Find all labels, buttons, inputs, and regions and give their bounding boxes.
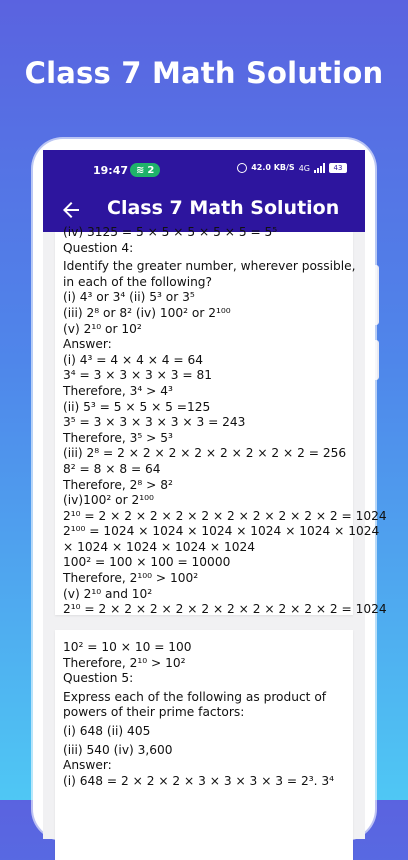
text-line: (i) 648 (ii) 405 bbox=[63, 723, 151, 738]
text-line: (v) 2¹⁰ and 10² bbox=[63, 586, 153, 601]
text-line: (i) 4³ = 4 × 4 × 4 = 64 bbox=[63, 352, 204, 367]
text-line: Therefore, 3⁵ > 5³ bbox=[63, 430, 173, 445]
text-line: 3⁴ = 3 × 3 × 3 × 3 = 81 bbox=[63, 368, 212, 383]
alarm-icon bbox=[237, 163, 247, 173]
phone-side-button bbox=[375, 265, 379, 325]
text-line: × 1024 × 1024 × 1024 × 1024 bbox=[63, 539, 256, 554]
text-line: in each of the following? bbox=[63, 274, 213, 289]
text-line: (iii) 2⁸ = 2 × 2 × 2 × 2 × 2 × 2 × 2 × 2 = 256 bbox=[63, 446, 347, 461]
status-time: 19:47 bbox=[93, 164, 129, 177]
text-line: (iv)100² or 2¹⁰⁰ bbox=[63, 493, 154, 508]
battery-icon: 43 bbox=[329, 163, 347, 173]
network-speed: 42.0 KB/S bbox=[251, 163, 295, 172]
hotspot-badge bbox=[130, 163, 160, 177]
text-line: Therefore, 3⁴ > 4³ bbox=[63, 383, 173, 398]
text-line: Identify the greater number, wherever possible, bbox=[63, 259, 356, 274]
network-type: 4G bbox=[298, 163, 310, 173]
app-title: Class 7 Math Solution bbox=[107, 197, 340, 219]
text-line: powers of their prime factors: bbox=[63, 705, 245, 720]
phone-frame bbox=[33, 139, 387, 839]
text-line: Therefore, 2¹⁰ > 10² bbox=[63, 655, 186, 670]
signal-icon bbox=[314, 163, 325, 173]
text-line: 10² = 10 × 10 = 100 bbox=[63, 640, 192, 654]
solution-card-1[interactable] bbox=[55, 225, 387, 617]
text-line: (ii) 5³ = 5 × 5 × 5 =125 bbox=[63, 399, 211, 414]
text-line: 8² = 8 × 8 = 64 bbox=[63, 461, 161, 476]
text-line: 2¹⁰ = 2 × 2 × 2 × 2 × 2 × 2 × 2 × 2 × 2 × 2 = 1024 bbox=[63, 508, 387, 523]
answer-heading: Answer: bbox=[63, 758, 112, 773]
text-line: (v) 2¹⁰ or 10² bbox=[63, 321, 142, 336]
back-arrow-icon[interactable] bbox=[59, 198, 83, 222]
promo-title: Class 7 Math Solution bbox=[24, 56, 384, 90]
hotspot-icon: ≋ bbox=[136, 164, 145, 176]
text-line: (iii) 540 (iv) 3,600 bbox=[63, 742, 173, 757]
text-line: (iv) 3125 = 5 × 5 × 5 × 5 × 5 = 5⁵ bbox=[63, 225, 278, 239]
hotspot-count: 2 bbox=[147, 164, 155, 176]
phone-screen bbox=[43, 150, 387, 839]
text-line: 100² = 100 × 100 = 10000 bbox=[63, 555, 231, 570]
answer-heading: Answer: bbox=[63, 337, 112, 352]
text-line: Therefore, 2⁸ > 8² bbox=[63, 477, 173, 492]
text-line: (i) 4³ or 3⁴ (ii) 5³ or 3⁵ bbox=[63, 290, 195, 305]
text-line: (i) 648 = 2 × 2 × 2 × 3 × 3 × 3 × 3 = 2³. 3⁴ bbox=[63, 773, 335, 788]
toolbar bbox=[43, 194, 365, 226]
text-line: 2¹⁰⁰ = 1024 × 1024 × 1024 × 1024 × 1024 × 1024 bbox=[63, 524, 380, 539]
app-bar bbox=[43, 150, 365, 232]
solution-card-2[interactable] bbox=[55, 630, 353, 860]
text-line: Therefore, 2¹⁰⁰ > 100² bbox=[63, 571, 199, 586]
status-icons bbox=[237, 163, 347, 173]
text-line: 3⁵ = 3 × 3 × 3 × 3 × 3 = 243 bbox=[63, 415, 246, 430]
status-bar bbox=[43, 162, 365, 180]
question-heading: Question 5: bbox=[63, 671, 134, 686]
text-line: Express each of the following as product of bbox=[63, 689, 327, 704]
text-line: (iii) 2⁸ or 8² (iv) 100² or 2¹⁰⁰ bbox=[63, 305, 231, 320]
question-heading: Question 4: bbox=[63, 240, 134, 255]
phone-side-button-2 bbox=[375, 340, 379, 380]
text-line: 2¹⁰ = 2 × 2 × 2 × 2 × 2 × 2 × 2 × 2 × 2 × 2 = 1024 bbox=[63, 602, 387, 617]
